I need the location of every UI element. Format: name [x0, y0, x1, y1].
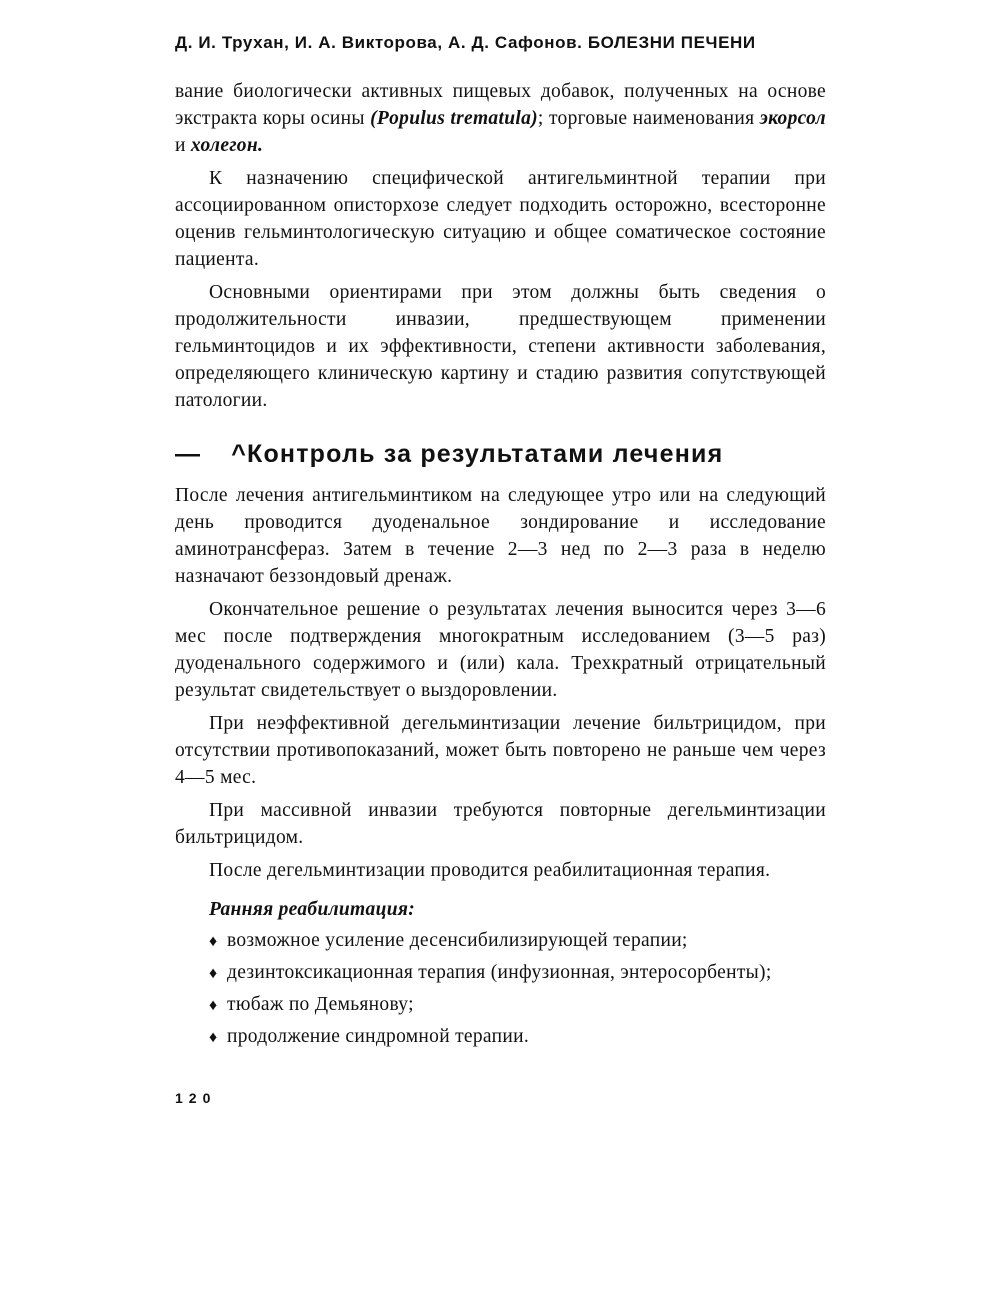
list-item — [175, 927, 826, 955]
paragraph-text: ; торговые наименования — [537, 108, 760, 129]
paragraph-after-treatment: После лечения антигельминтиком на следующее утро или на следующий день проводится дуоденальное зондирование и исследование аминотрансфераз. Затем в течение 2—3 нед по 2—3 раза в неделю назначают беззондовый дренаж. — [175, 485, 826, 587]
paragraph-continued — [175, 78, 826, 159]
diamond-bullet-icon: ♦ — [209, 1029, 218, 1046]
latin-species-name: (Populus trematula) — [370, 108, 538, 129]
list-item-text: возможное усиление десенсибилизирующей терапии; — [227, 930, 688, 951]
paragraph-rehabilitation: После дегельминтизации проводится реабилитационная терапия. — [209, 860, 771, 881]
section-heading — [175, 438, 826, 470]
rehab-list — [175, 927, 826, 1051]
heading-dash: — — [175, 440, 202, 468]
running-head: Д. И. Трухан, И. А. Викторова, А. Д. Сафонов. БОЛЕЗНИ ПЕЧЕНИ — [175, 33, 756, 52]
rehab-subheading: Ранняя реабилитация: — [209, 899, 416, 920]
paragraph-massive-invasion: При массивной инвазии требуются повторные дегельминтизации бильтрицидом. — [175, 800, 826, 848]
list-item-text: продолжение синдромной терапии. — [227, 1026, 530, 1047]
paragraph-final-decision: Окончательное решение о результатах лечения выносится через 3—6 мес после подтверждения многократным исследованием (3—5 раз) дуоденального содержимого и (или) кала. Трехкратный отрицательный результат свидетельствует о выздоровлении. — [175, 599, 826, 701]
trade-name-holegon: холегон. — [190, 135, 264, 156]
list-item-text: дезинтоксикационная терапия (инфузионная, энтеросорбенты); — [227, 962, 772, 983]
list-item-text: тюбаж по Демьянову; — [227, 994, 414, 1015]
paragraph-specific-therapy: К назначению специфической антигельминтной терапии при ассоциированном описторхозе следует подходить осторожно, всесторонне оценив гельминтологическую ситуацию и общее соматическое состояние пациента. — [175, 168, 826, 270]
diamond-bullet-icon: ♦ — [209, 965, 218, 982]
page-number: 120 — [175, 1090, 217, 1106]
diamond-bullet-icon: ♦ — [209, 997, 218, 1014]
diamond-bullet-icon: ♦ — [209, 933, 218, 950]
trade-name-ekorsol: экорсол — [759, 108, 826, 129]
page-body — [175, 78, 826, 1055]
list-item — [175, 1023, 826, 1051]
list-item — [175, 959, 826, 987]
paragraph-text: вание биологически активных пищевых добавок, полученных на основе экстракта коры осины — [175, 81, 826, 129]
paragraph-ineffective: При неэффективной дегельминтизации лечение бильтрицидом, при отсутствии противопоказаний, может быть повторено не раньше чем через 4—5 мес. — [175, 713, 826, 788]
list-item — [175, 991, 826, 1019]
paragraph-text: и — [175, 135, 191, 156]
paragraph-guidelines: Основными ориентирами при этом должны быть сведения о продолжительности инвазии, предшествующем применении гельминтоцидов и их эффективности, степени активности заболевания, определяющего клиническую картину и стадию развития сопутствующей патологии. — [175, 282, 826, 411]
heading-text: ^Контроль за результатами лечения — [231, 440, 724, 468]
